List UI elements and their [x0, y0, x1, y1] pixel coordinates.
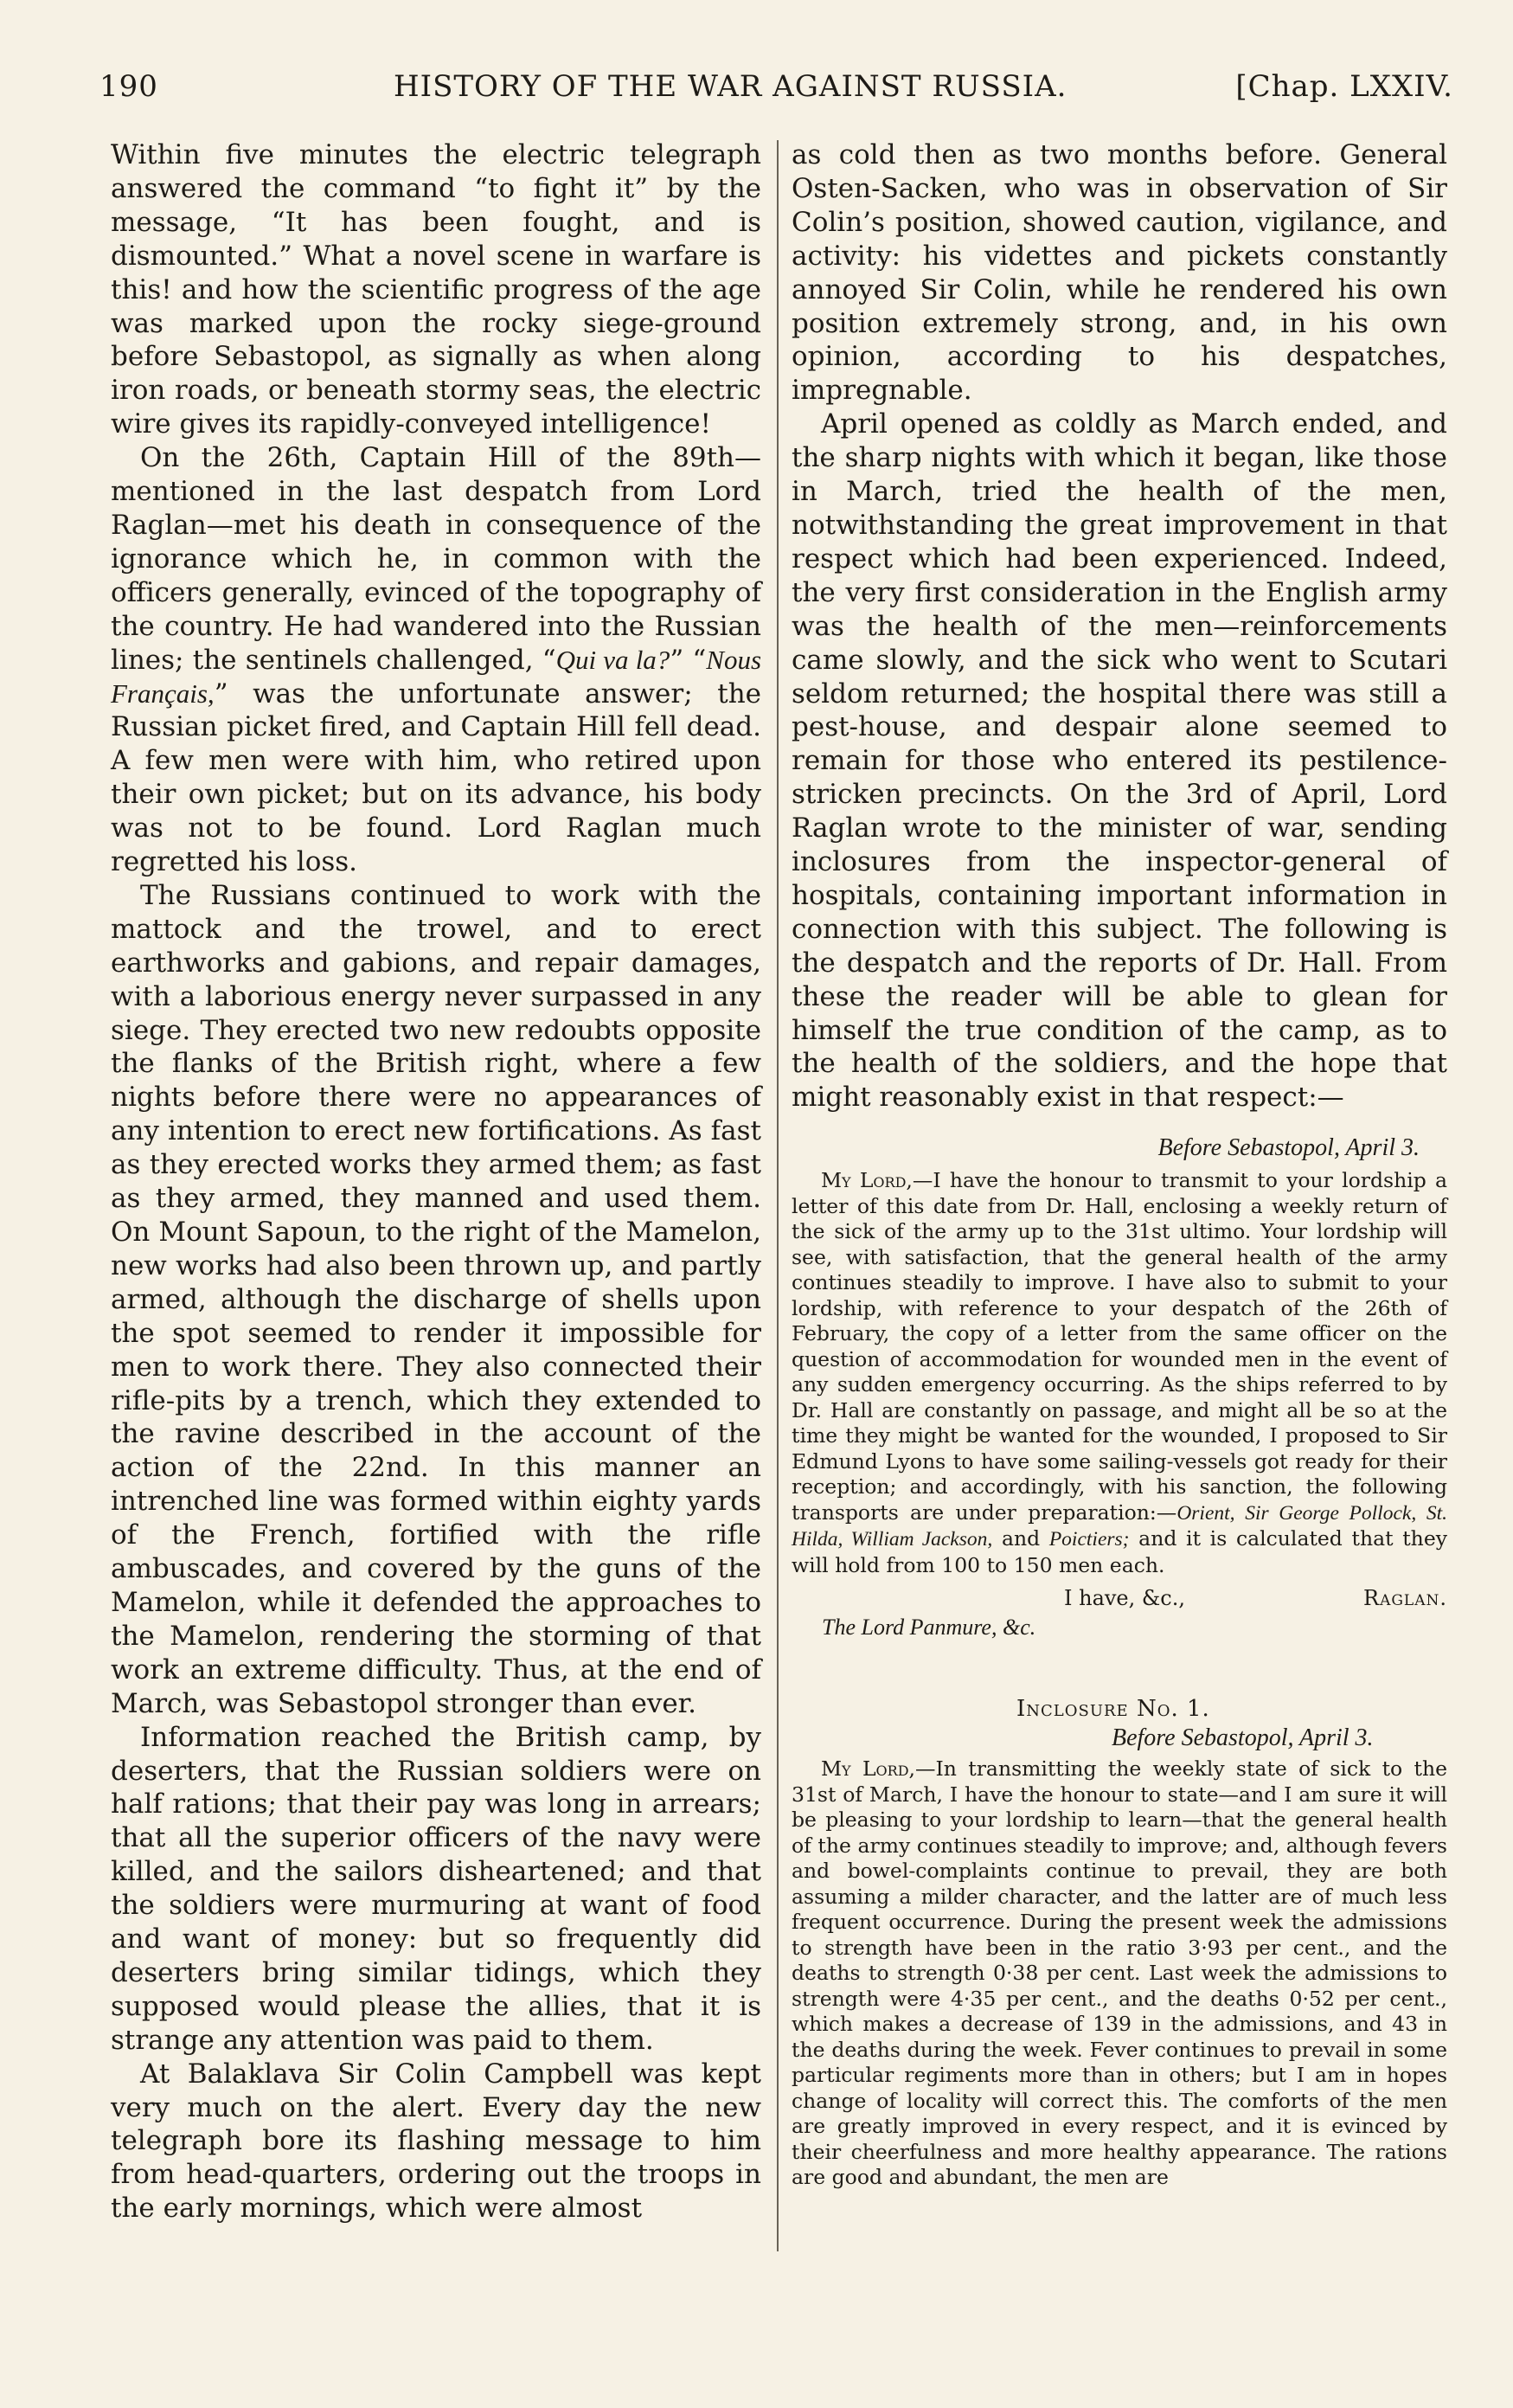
page-header [99, 69, 1453, 112]
ship-name: Poictiers; [1048, 1528, 1130, 1551]
salutation: My Lord, [821, 1756, 916, 1782]
signature-line [792, 1583, 1447, 1613]
letter-dateline: Before Sebastopol, April 3. [1112, 1724, 1374, 1752]
inclosure-heading: Inclosure No. 1. [1016, 1696, 1210, 1723]
paragraph: as cold then as two months before. General Osten-Sacken, who was in observation of Sir Colin’s position, showed caution, vigilance, and activity: his videttes and pickets constantly annoyed Sir Colin, while he rendered his own position extremely strong, and, in his own opinion, according to his despatches, impregnable. [792, 139, 1447, 407]
running-title: HISTORY OF THE WAR AGAINST RUSSIA. [394, 69, 1067, 104]
paragraph: On the 26th, Captain Hill of the 89th—mentioned in the last despatch from Lord Raglan—met his death in consequence of the ignorance which he, in common with the officers generally, evinced of the topography of the country. He had wandered into the Russian lines; the sentinels challenged, “Qui va la?” “Nous Français,” was the unfortunate answer; the Russian picket fired, and Captain Hill fell dead. A few men were with him, who retired upon their own picket; but on its advance, his body was not to be found. Lord Raglan much regretted his loss. [111, 442, 762, 878]
column-divider [777, 140, 779, 2251]
left-column [111, 138, 761, 2225]
despatch-letter [792, 1168, 1447, 1578]
addressee: The Lord Panmure, &c. [822, 1615, 1036, 1641]
letter-dateline: Before Sebastopol, April 3. [1157, 1134, 1420, 1162]
right-column [792, 138, 1447, 2191]
ship-names: Orient, Sir George Pollock, St. Hilda, William Jackson, [792, 1501, 1447, 1551]
inclosure-letter [792, 1756, 1447, 2191]
paragraph: Within five minutes the electric telegraph answered the command “to fight it” by the message, “It has been fought, and is dismounted.” What a novel scene in warfare is this! and how the scientific progress of the age was marked upon the rocky siege-ground before Sebastopol, as signally as when along iron roads, or beneath stormy seas, the electric wire gives its rapidly-conveyed intelligence! [111, 139, 761, 440]
italic-phrase: Qui va la? [555, 644, 670, 675]
paragraph: The Russians continued to work with the mattock and the trowel, and to erect earthworks and gabions, and repair damages, with a laborious energy never surpassed in any siege. They erected two new redoubts opposite the flanks of the British right, where a few nights before there were no appearances of any intention to erect new fortifications. As fast as they erected works they armed them; as fast as they armed, they manned and used them. On Mount Sapoun, to the right of the Mamelon, new works had also been thrown up, and partly armed, although the discharge of shells upon the spot seemed to render it impossible for men to work there. They also connected their rifle-pits by a trench, which they extended to the ravine described in the account of the action of the 22nd. In this manner an intrenched line was formed within eighty yards of the French, fortified with the rifle ambuscades, and covered by the guns of the Mamelon, while it defended the approaches to the Mamelon, rendering the storming of that work an extreme difficulty. Thus, at the end of March, was Sebastopol stronger than ever. [111, 879, 761, 1719]
chapter-label: [Chap. LXXIV. [1235, 69, 1453, 104]
italic-phrase: Nous Français, [111, 644, 762, 709]
salutation: My Lord, [821, 1168, 913, 1193]
letter-body: My Lord,—I have the honour to transmit to your lordship a letter of this date from Dr. Hall, enclosing a weekly return of the sick of the army up to the 31st ultimo. Your lordship will see, with satisfaction, that the general health of the army continues steadily to improve. I have also to submit to your lordship, with reference to your despatch of the 26th of February, the copy of a letter from the same officer on the question of accommodation for wounded men in the event of any sudden emergency occurring. As the ships referred to by Dr. Hall are constantly on passage, and might all be so at the time they might be wanted for the wounded, I proposed to Sir Edmund Lyons to have some sailing-vessels got ready for their reception; and accordingly, with his sanction, the following transports are under preparation:—Orient, Sir George Pollock, St. Hilda, William Jackson, and Poictiers; and it is calculated that they will hold from 100 to 150 men each. [792, 1168, 1447, 1577]
paragraph: Information reached the British camp, by deserters, that the Russian soldiers were on half rations; that their pay was long in arrears; that all the superior officers of the navy were killed, and the sailors disheartened; and that the soldiers were murmuring at want of food and want of money: but so frequently did deserters bring similar tidings, which they supposed would please the allies, that it is strange any attention was paid to them. [111, 1721, 761, 2056]
paragraph: At Balaklava Sir Colin Campbell was kept very much on the alert. Every day the new telegraph bore its flashing message to him from head-quarters, ordering out the troops in the early mornings, which were almost [111, 2058, 761, 2225]
letter-body: My Lord,—In transmitting the weekly state of sick to the 31st of March, I have the honour to state—and I am sure it will be pleasing to your lordship to learn—that the general health of the army continues steadily to improve; and, although fevers and bowel-complaints continue to prevail, they are both assuming a milder character, and the latter are of much less frequent occurrence. During the present week the admissions to strength have been in the ratio 3·93 per cent., and the deaths to strength 0·38 per cent. Last week the admissions to strength were 4·35 per cent., and the deaths 0·52 per cent., which makes a decrease of 139 in the admissions, and 43 in the deaths during the week. Fever continues to prevail in some particular regiments more than in others; but I am in hopes change of locality will correct this. The comforts of the men are greatly improved in every respect, and it is evinced by their cheerfulness and more healthy appearance. The rations are good and abundant, the men are [792, 1756, 1447, 2190]
signatory: Raglan. [1363, 1586, 1447, 1611]
paragraph: April opened as coldly as March ended, and the sharp nights with which it began, like those in March, tried the health of the men, notwithstanding the great improvement in that respect which had been experienced. Indeed, the very first consideration in the English army was the health of the men—reinforcements came slowly, and the sick who went to Scutari seldom returned; the hospital there was still a pest-house, and despair alone seemed to remain for those who entered its pestilence-stricken precincts. On the 3rd of April, Lord Raglan wrote to the minister of war, sending inclosures from the inspector-general of hospitals, containing important information in connection with this subject. The following is the despatch and the reports of Dr. Hall. From these the reader will be able to glean for himself the true condition of the camp, as to the health of the soldiers, and the hope that might reasonably exist in that respect:— [792, 408, 1447, 1114]
closing: I have, &c., [1064, 1586, 1185, 1611]
page-number: 190 [99, 69, 158, 104]
